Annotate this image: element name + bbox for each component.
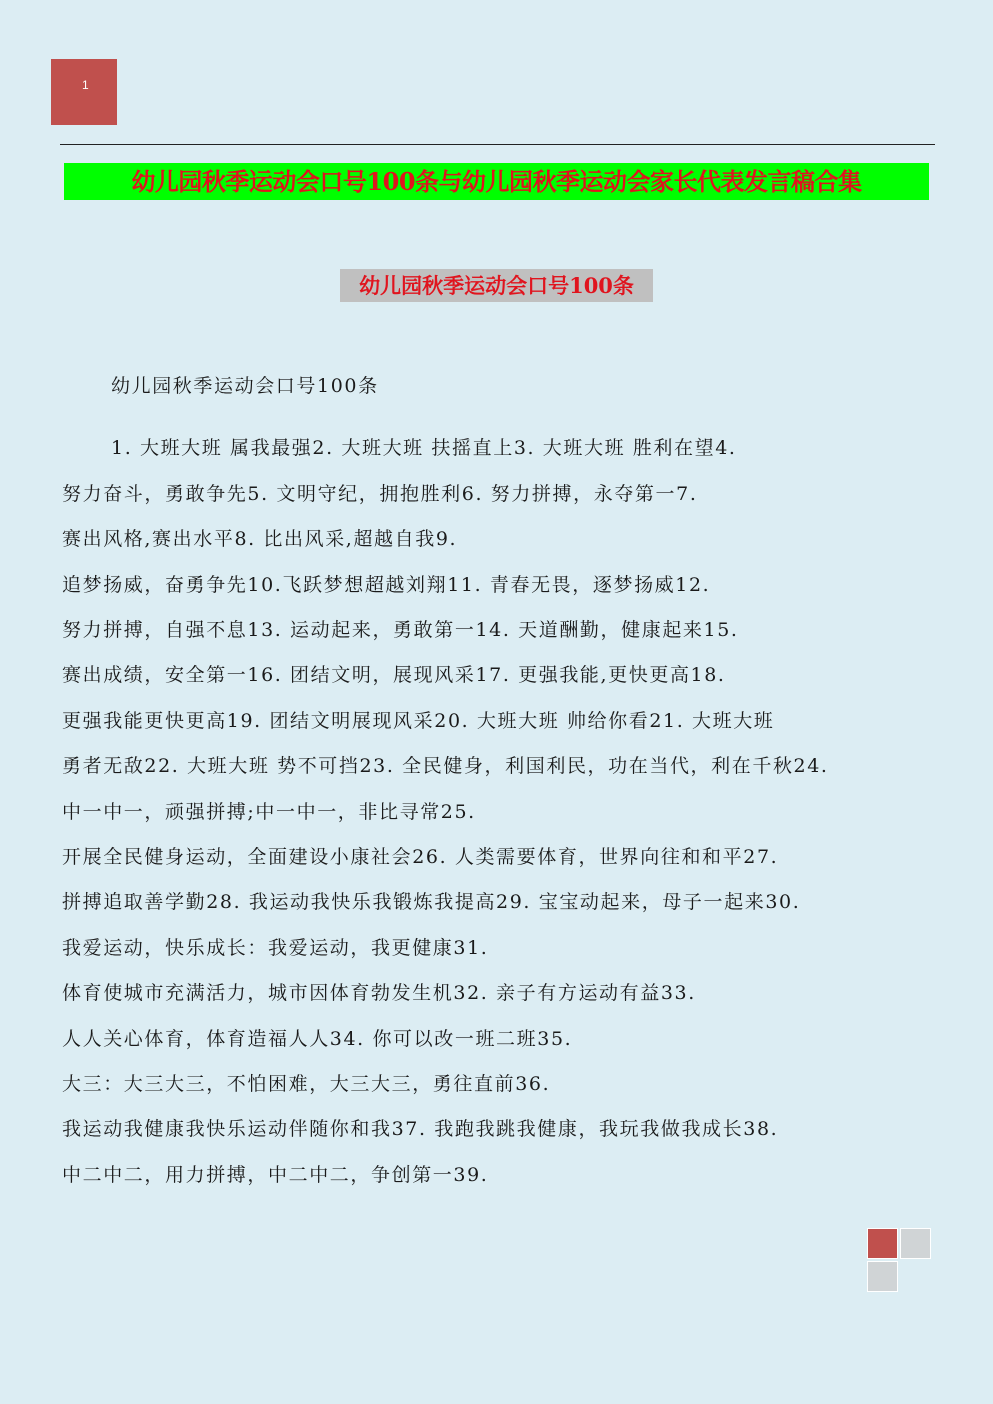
slogan-line: 赛出成绩，安全第一16. 团结文明，展现风采17. 更强我能,更快更高18. (62, 664, 726, 686)
page-number-badge (51, 59, 117, 125)
slogan-line: 拼搏追取善学勤28. 我运动我快乐我锻炼我提高29. 宝宝动起来，母子一起来30. (62, 891, 801, 913)
corner-square-grey (867, 1261, 898, 1292)
slogan-line: 体育使城市充满活力，城市因体育勃发生机32. 亲子有方运动有益33. (62, 982, 696, 1004)
intro-paragraph: 幼儿园秋季运动会口号100条 (111, 375, 379, 397)
slogan-line: 中二中二，用力拼搏，中二中二，争创第一39. (62, 1164, 489, 1186)
corner-square-red (867, 1228, 898, 1259)
slogan-line: 勇者无敌22. 大班大班 势不可挡23. 全民健身，利国利民，功在当代，利在千秋24. (62, 755, 829, 777)
slogan-line: 我运动我健康我快乐运动伴随你和我37. 我跑我跳我健康，我玩我做我成长38. (62, 1118, 779, 1140)
slogan-line: 追梦扬威，奋勇争先10.飞跃梦想超越刘翔11. 青春无畏，逐梦扬威12. (62, 574, 711, 596)
slogan-line: 努力奋斗，勇敢争先5. 文明守纪，拥抱胜利6. 努力拼搏，永夺第一7. (62, 483, 698, 505)
slogan-line: 中一中一，顽强拼搏;中一中一，非比寻常25. (62, 801, 476, 823)
section-heading: 幼儿园秋季运动会口号100条 (340, 269, 653, 302)
slogan-line: 我爱运动，快乐成长：我爱运动，我更健康31. (62, 937, 489, 959)
corner-decoration (867, 1228, 933, 1294)
slogan-line: 人人关心体育，体育造福人人34. 你可以改一班二班35. (62, 1028, 573, 1050)
slogan-line: 赛出风格,赛出水平8. 比出风采,超越自我9. (62, 528, 458, 550)
slogan-line: 努力拼搏，自强不息13. 运动起来，勇敢第一14. 天道酬勤，健康起来15. (62, 619, 739, 641)
slogan-line: 大三：大三大三，不怕困难，大三大三，勇往直前36. (62, 1073, 551, 1095)
corner-square-grey (900, 1228, 931, 1259)
page-number: 1 (82, 78, 89, 92)
slogan-line: 更强我能更快更高19. 团结文明展现风采20. 大班大班 帅给你看21. 大班大班 (62, 710, 775, 732)
slogan-line: 开展全民健身运动，全面建设小康社会26. 人类需要体育，世界向往和和平27. (62, 846, 779, 868)
header-divider (60, 144, 935, 145)
document-title: 幼儿园秋季运动会口号100条与幼儿园秋季运动会家长代表发言稿合集 (64, 163, 929, 200)
slogan-line: 1. 大班大班 属我最强2. 大班大班 扶摇直上3. 大班大班 胜利在望4. (111, 437, 737, 459)
